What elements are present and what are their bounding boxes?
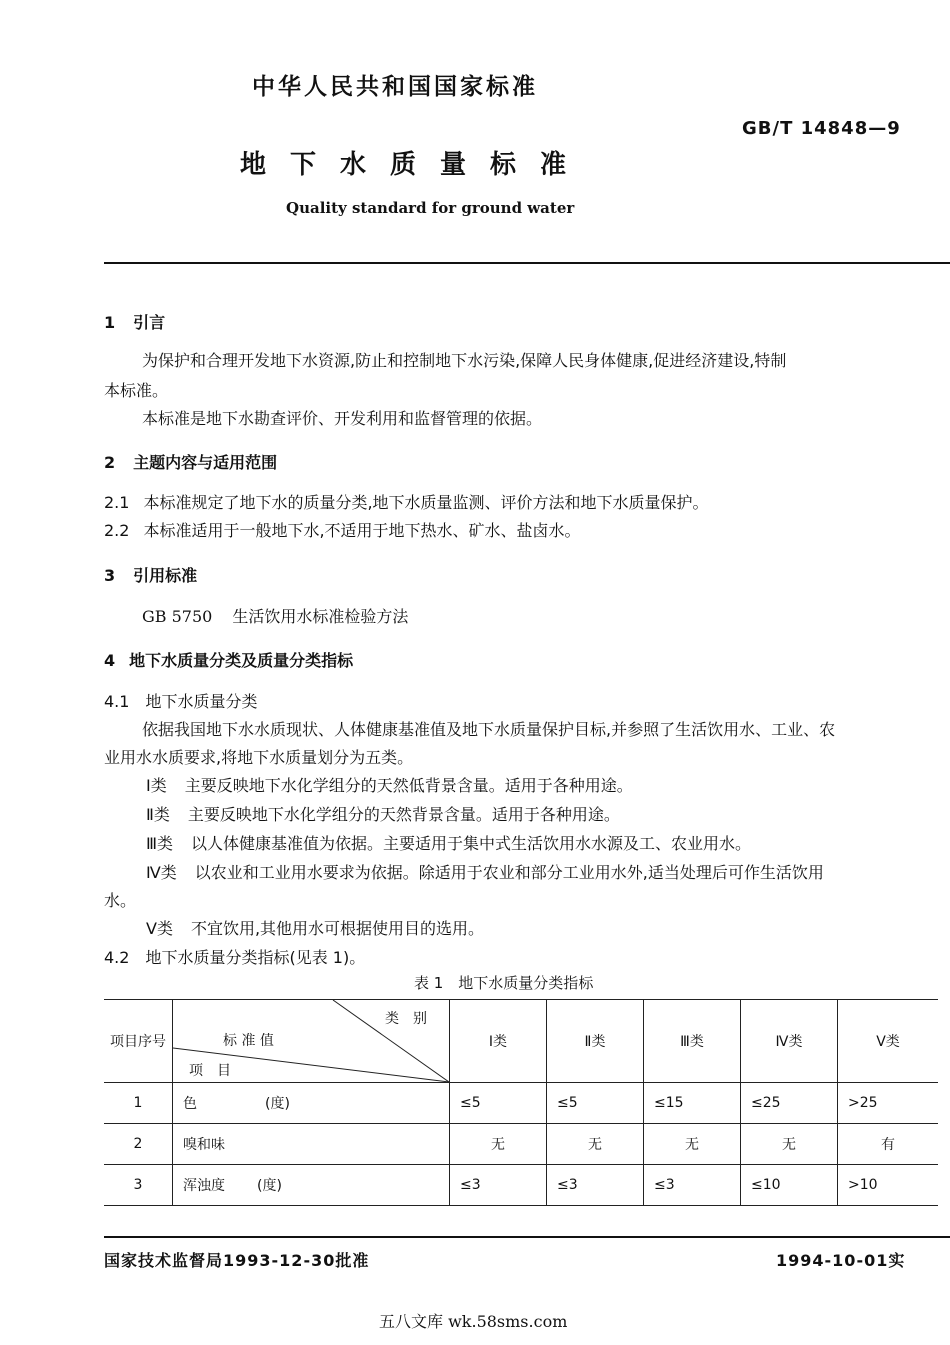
paragraph: 本标准是地下水勘查评价、开发利用和监督管理的依据。 xyxy=(142,409,543,428)
class-header: Ⅰ类 xyxy=(488,1034,508,1050)
value: >10 xyxy=(848,1177,878,1193)
value: 有 xyxy=(881,1137,895,1153)
item-unit: (度) xyxy=(265,1096,290,1112)
value: ≤15 xyxy=(654,1095,684,1111)
class-ii-description xyxy=(146,802,620,825)
class-text: 以农业和工业用水要求为依据。除适用于农业和部分工业用水外,适当处理后可作生活饮用 xyxy=(194,863,824,882)
section-number: 2 xyxy=(104,453,116,472)
reference-title: 生活饮用水标准检验方法 xyxy=(232,607,409,626)
class-header: Ⅲ类 xyxy=(680,1034,704,1050)
value-cell xyxy=(644,1083,741,1124)
clause-text: 本标准规定了地下水的质量分类,地下水质量监测、评价方法和地下水质量保护。 xyxy=(143,493,709,512)
item-cell xyxy=(173,1124,450,1165)
section-title: 地下水质量分类及质量分类指标 xyxy=(129,651,354,670)
diag-standard-label: 标 准 值 xyxy=(223,1033,274,1049)
table-caption: 表 1 地下水质量分类指标 xyxy=(414,974,594,992)
value-cell xyxy=(644,1124,741,1165)
class-header: Ⅴ类 xyxy=(876,1034,900,1050)
value-cell xyxy=(547,1124,644,1165)
seq-cell xyxy=(104,1165,173,1206)
clause-text: 地下水质量分类指标(见表 1)。 xyxy=(145,948,366,967)
referenced-standard xyxy=(142,604,408,627)
value-cell xyxy=(741,1083,838,1124)
value: 无 xyxy=(588,1137,602,1153)
item-cell xyxy=(173,1083,450,1124)
value-cell xyxy=(838,1124,939,1165)
value: ≤3 xyxy=(654,1177,675,1193)
value-cell xyxy=(547,1083,644,1124)
value: ≤5 xyxy=(557,1095,578,1111)
quality-classification-table xyxy=(104,999,938,1206)
clause-2-2 xyxy=(104,518,581,541)
clause-4-2 xyxy=(104,945,365,968)
footer-divider xyxy=(104,1236,950,1238)
reference-code: GB 5750 xyxy=(142,607,213,626)
paragraph: 业用水水质要求,将地下水质量划分为五类。 xyxy=(104,748,414,767)
value-cell xyxy=(741,1165,838,1206)
diagonal-header-cell xyxy=(173,1000,450,1083)
section-2-heading xyxy=(104,450,277,473)
class-label: Ⅰ类 xyxy=(146,776,167,795)
value: >25 xyxy=(848,1095,878,1111)
value: 无 xyxy=(782,1137,796,1153)
value-cell xyxy=(547,1165,644,1206)
class-header: Ⅱ类 xyxy=(584,1034,606,1050)
class-header: Ⅳ类 xyxy=(775,1034,803,1050)
value-cell xyxy=(838,1165,939,1206)
clause-number: 4.2 xyxy=(104,948,130,967)
diag-item-label: 项 目 xyxy=(189,1063,231,1079)
paragraph: 为保护和合理开发地下水资源,防止和控制地下水污染,保障人民身体健康,促进经济建设,特制 xyxy=(142,351,787,370)
class-header-cell xyxy=(741,1000,838,1083)
seq-cell xyxy=(104,1124,173,1165)
value: ≤5 xyxy=(460,1095,481,1111)
class-label: Ⅴ类 xyxy=(146,919,173,938)
seq-cell xyxy=(104,1083,173,1124)
seq-value: 3 xyxy=(133,1177,143,1193)
value-cell xyxy=(838,1083,939,1124)
seq-header-cell xyxy=(104,1000,173,1083)
seq-value: 2 xyxy=(133,1136,143,1152)
value-cell xyxy=(741,1124,838,1165)
section-title: 主题内容与适用范围 xyxy=(133,453,278,472)
section-number: 1 xyxy=(104,313,116,332)
value: 无 xyxy=(685,1137,699,1153)
clause-number: 2.1 xyxy=(104,493,130,512)
class-i-description xyxy=(146,773,633,796)
item-unit: (度) xyxy=(257,1178,282,1194)
diag-category-label: 类 别 xyxy=(385,1011,427,1027)
class-text: 主要反映地下水化学组分的天然背景含量。适用于各种用途。 xyxy=(187,805,620,824)
document-title-english: Quality standard for ground water xyxy=(286,199,575,217)
value: ≤3 xyxy=(460,1177,481,1193)
item-cell xyxy=(173,1165,450,1206)
class-text: 以人体健康基准值为依据。主要适用于集中式生活饮用水水源及工、农业用水。 xyxy=(191,834,752,853)
value-cell xyxy=(450,1083,547,1124)
class-iii-description xyxy=(146,831,751,854)
table-row xyxy=(104,1165,938,1206)
section-3-heading xyxy=(104,563,197,586)
table-row xyxy=(104,1083,938,1124)
national-standard-heading: 中华人民共和国国家标准 xyxy=(252,74,538,100)
seq-value: 1 xyxy=(133,1095,143,1111)
class-label: Ⅱ类 xyxy=(146,805,170,824)
class-v-description xyxy=(146,916,484,939)
clause-2-1 xyxy=(104,490,709,513)
seq-header: 项目序号 xyxy=(110,1034,166,1050)
clause-number: 4.1 xyxy=(104,692,130,711)
value-cell xyxy=(644,1165,741,1206)
item-name: 色 xyxy=(183,1096,197,1112)
item-name: 嗅和味 xyxy=(183,1137,225,1153)
clause-4-1-heading xyxy=(104,689,257,712)
approval-line: 国家技术监督局1993-12-30批准 xyxy=(104,1251,370,1270)
section-number: 3 xyxy=(104,566,116,585)
header-divider xyxy=(104,262,950,264)
value: ≤10 xyxy=(751,1177,781,1193)
implementation-date: 1994-10-01实 xyxy=(776,1251,906,1270)
clause-text: 本标准适用于一般地下水,不适用于地下热水、矿水、盐卤水。 xyxy=(143,521,581,540)
class-header-cell xyxy=(644,1000,741,1083)
document-title: 地下水质量标准 xyxy=(240,150,591,180)
paragraph: 本标准。 xyxy=(104,381,169,400)
class-label: Ⅳ类 xyxy=(146,863,177,882)
paragraph: 依据我国地下水水质现状、人体健康基准值及地下水质量保护目标,并参照了生活饮用水、工业、农 xyxy=(142,720,836,739)
section-title: 引用标准 xyxy=(133,566,198,585)
value: ≤3 xyxy=(557,1177,578,1193)
section-number: 4 xyxy=(104,651,116,670)
class-text: 不宜饮用,其他用水可根据使用目的选用。 xyxy=(190,919,485,938)
watermark-text: 五八文库 wk.58sms.com xyxy=(379,1312,568,1331)
class-iv-continuation: 水。 xyxy=(104,891,137,910)
value: ≤25 xyxy=(751,1095,781,1111)
class-label: Ⅲ类 xyxy=(146,834,174,853)
value: 无 xyxy=(491,1137,505,1153)
section-1-heading xyxy=(104,310,165,333)
section-4-heading xyxy=(104,648,353,671)
table-row xyxy=(104,1124,938,1165)
class-header-cell xyxy=(547,1000,644,1083)
value-cell xyxy=(450,1124,547,1165)
class-iv-description xyxy=(146,860,824,883)
class-text: 主要反映地下水化学组分的天然低背景含量。适用于各种用途。 xyxy=(184,776,633,795)
value-cell xyxy=(450,1165,547,1206)
clause-number: 2.2 xyxy=(104,521,130,540)
clause-title: 地下水质量分类 xyxy=(145,692,258,711)
item-name: 浑浊度 xyxy=(183,1178,225,1194)
class-header-cell xyxy=(450,1000,547,1083)
standard-code: GB/T 14848—9 xyxy=(742,118,901,139)
section-title: 引言 xyxy=(133,313,166,332)
table-header-row xyxy=(104,1000,938,1083)
class-header-cell xyxy=(838,1000,939,1083)
